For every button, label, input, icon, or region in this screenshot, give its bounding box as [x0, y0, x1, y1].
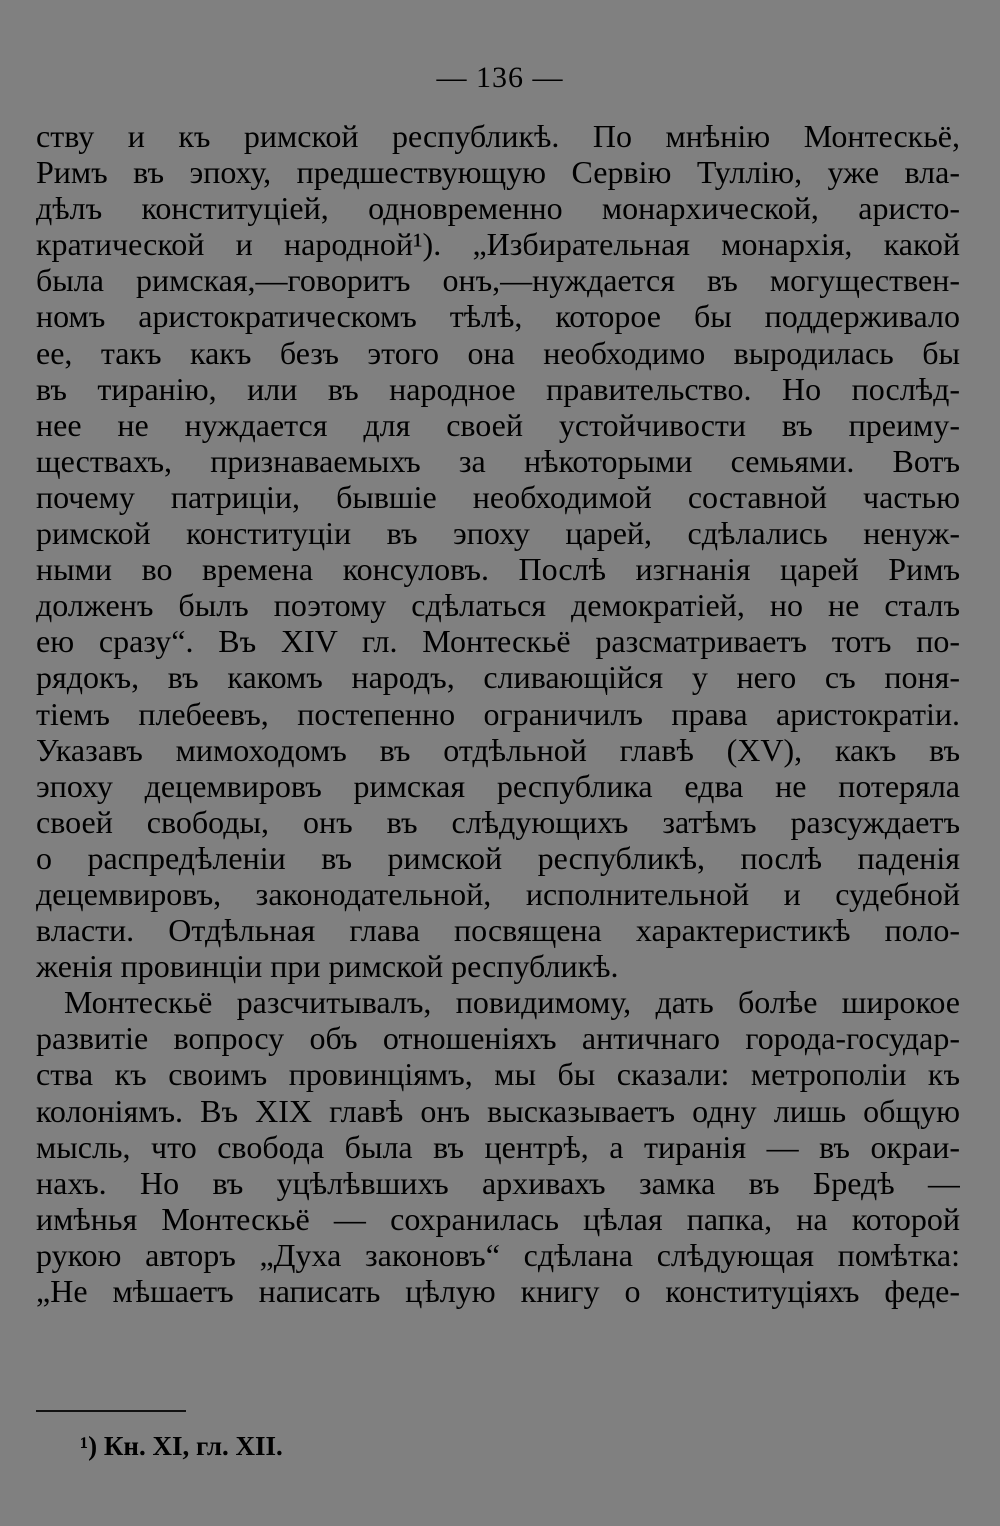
text-line: развитіе вопросу объ отношеніяхъ античнаго города-государ- [36, 1020, 960, 1057]
text-line: ществахъ, признаваемыхъ за нѣкоторыми семьями. Вотъ [36, 442, 960, 479]
text-line: кратической и народной¹). „Избирательная монархія, какой [36, 226, 960, 263]
text-line: долженъ былъ поэтому сдѣлаться демократіей, но не сталъ [36, 587, 960, 624]
text-line: ству и къ римской республикѣ. По мнѣнію Монтескьё, [36, 118, 960, 154]
text-line: ею сразу“. Въ XIV гл. Монтескьё разсматриваетъ тотъ по- [36, 623, 960, 660]
text-line: Монтескьё разсчитывалъ, повидимому, дать болѣе широкое [64, 984, 960, 1021]
text-line: имѣнья Монтескьё — сохранилась цѣлая папка, на которой [36, 1200, 960, 1237]
text-line: эпоху децемвировъ римская республика едва не потеряла [36, 767, 960, 804]
footnote: ¹) Кн. XI, гл. XII. [80, 1431, 283, 1461]
text-line: нее не нуждается для своей устойчивости въ преиму- [36, 406, 960, 443]
text-line: дѣлъ конституціей, одновременно монархической, аристо- [36, 190, 960, 227]
footnote-divider [36, 1410, 186, 1412]
text-line: ства къ своимъ провинціямъ, мы бы сказали: метрополіи къ [36, 1056, 960, 1093]
text-line: мысль, что свобода была въ центрѣ, а тиранія — въ окраи- [36, 1128, 960, 1165]
text-line: рукою авторъ „Духа законовъ“ сдѣлана слѣдующая помѣтка: [36, 1236, 960, 1273]
text-line: женія провинціи при римской республикѣ. [36, 948, 619, 985]
body-text [36, 118, 960, 1309]
text-line: Указавъ мимоходомъ въ отдѣльной главѣ (XV), какъ въ [36, 731, 960, 768]
text-line: о распредѣленіи въ римской республикѣ, послѣ паденія [36, 839, 960, 876]
text-line: нахъ. Но въ уцѣлѣвшихъ архивахъ замка въ Бредѣ — [36, 1164, 960, 1201]
text-line: была римская,—говоритъ онъ,—нуждается въ могуществен- [36, 262, 960, 299]
text-line: тіемъ плебеевъ, постепенно ограничилъ права аристократіи. [36, 695, 960, 732]
text-line: рядокъ, въ какомъ народъ, сливающійся у него съ поня- [36, 659, 960, 696]
text-line: почему патриціи, бывшіе необходимой составной частью [36, 478, 960, 515]
text-line: въ тиранію, или въ народное правительство. Но послѣд- [36, 370, 960, 407]
text-line: колоніямъ. Въ XIX главѣ онъ высказываетъ одну лишь общую [36, 1092, 960, 1129]
text-line: Римъ въ эпоху, предшествующую Сервію Туллію, уже вла- [36, 154, 960, 191]
text-line: „Не мѣшаетъ написать цѣлую книгу о конституціяхъ феде- [36, 1273, 960, 1309]
text-line: децемвировъ, законодательной, исполнительной и судебной [36, 875, 960, 912]
text-line: своей свободы, онъ въ слѣдующихъ затѣмъ разсуждаетъ [36, 803, 960, 840]
text-line: номъ аристократическомъ тѣлѣ, которое бы поддерживало [36, 298, 960, 335]
text-line: ее, такъ какъ безъ этого она необходимо выродилась бы [36, 334, 960, 371]
page-number: — 136 — [436, 61, 564, 94]
text-line: ными во времена консуловъ. Послѣ изгнанія царей Римъ [36, 551, 960, 588]
text-line: римской конституціи въ эпоху царей, сдѣлались ненуж- [36, 515, 960, 552]
text-line: власти. Отдѣльная глава посвящена характеристикѣ поло- [36, 912, 960, 949]
